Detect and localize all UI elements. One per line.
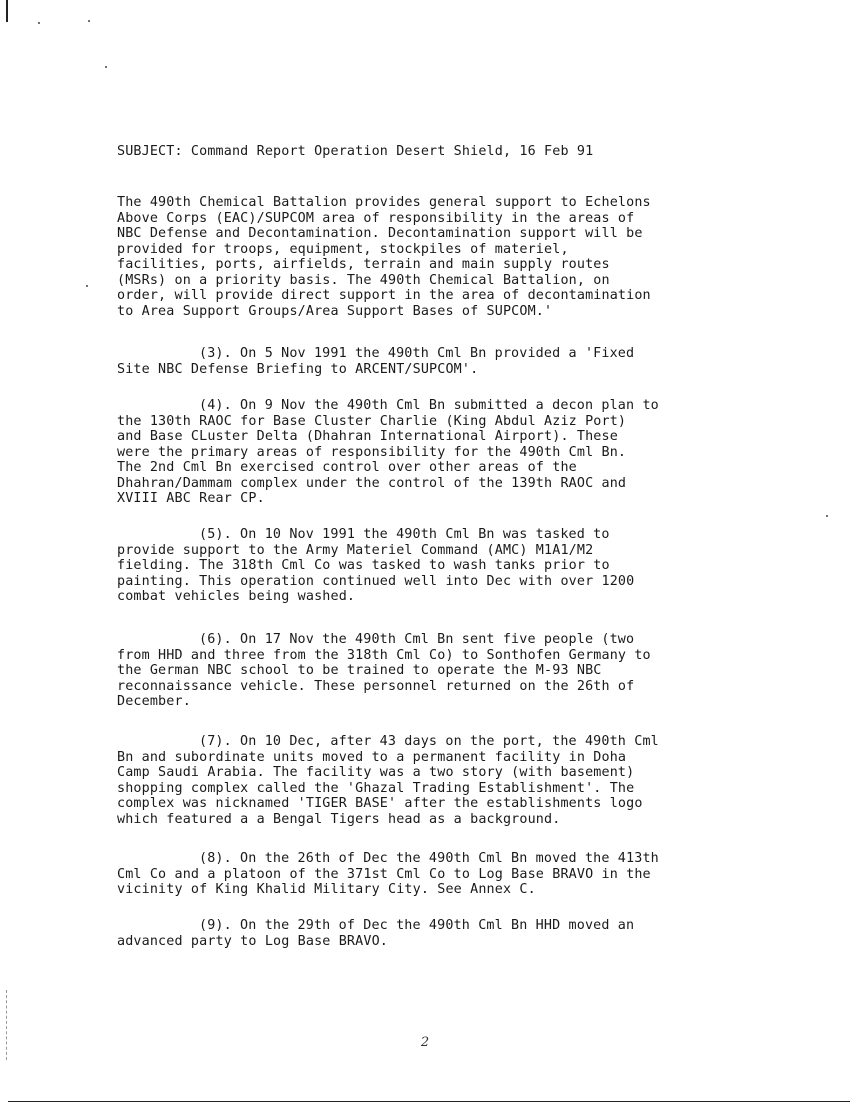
paragraph-6: (6). On 17 Nov the 490th Cml Bn sent five people (two from HHD and three from the 318th Cml Co) to Sonthofen Germany to the German NBC school to be trained to operate the M-93 NBC reconnaissance vehicle. These personnel returned on the 26th of December.: [117, 632, 651, 709]
paragraph-4: (4). On 9 Nov the 490th Cml Bn submitted a decon plan to the 130th RAOC for Base Cluster Charlie (King Abdul Aziz Port) and Base CLuster Delta (Dhahran International Airport). These were the primary areas of responsibility for the 490th Cml Bn. The 2nd Cml Bn exercised control over other areas of the Dhahran/Dammam complex under the control of the 139th RAOC and XVIII ABC Rear CP.: [117, 398, 659, 506]
scan-speck: [86, 285, 88, 287]
intro-paragraph: The 490th Chemical Battalion provides general support to Echelons Above Corps (EAC)/SUPCOM area of responsibility in the areas of NBC Defense and Decontamination. Decontamination support will be provided for troops, equipment, stockpiles of materiel, facilities, ports, airfields, terrain and main supply routes (MSRs) on a priority basis. The 490th Chemical Battalion, on order, will provide direct support in the area of decontamination to Area Support Groups/Area Support Bases of SUPCOM.': [117, 195, 651, 319]
paragraph-9: (9). On the 29th of Dec the 490th Cml Bn HHD moved an advanced party to Log Base BRAVO.: [117, 918, 635, 949]
bottom-rule: [8, 1101, 850, 1102]
scan-speck: [38, 22, 40, 24]
paragraph-8: (8). On the 26th of Dec the 490th Cml Bn moved the 413th Cml Co and a platoon of the 371st Cml Co to Log Base BRAVO in the vicinity of King Khalid Military City. See Annex C.: [117, 851, 659, 897]
scan-speck: [105, 66, 107, 68]
scan-speck: [88, 20, 90, 22]
subject-line: SUBJECT: Command Report Operation Desert Shield, 16 Feb 91: [117, 144, 594, 159]
paragraph-5: (5). On 10 Nov 1991 the 490th Cml Bn was tasked to provide support to the Army Materiel Command (AMC) M1A1/M2 fielding. The 318th Cml Co was tasked to wash tanks prior to painting. This operation continued well into Dec with over 1200 combat vehicles being washed.: [117, 527, 635, 604]
page-number: 2: [420, 1035, 430, 1050]
paragraph-7: (7). On 10 Dec, after 43 days on the port, the 490th Cml Bn and subordinate units moved to a permanent facility in Doha Camp Saudi Arabia. The facility was a two story (with basement) shopping complex called the 'Ghazal Trading Establishment'. The complex was nicknamed 'TIGER BASE' after the establishments logo which featured a a Bengal Tigers head as a background.: [117, 734, 659, 827]
page-edge-mark: [6, 0, 8, 22]
paragraph-3: (3). On 5 Nov 1991 the 490th Cml Bn provided a 'Fixed Site NBC Defense Briefing to ARCENT/SUPCOM'.: [117, 346, 635, 377]
scan-speck: [826, 515, 828, 517]
